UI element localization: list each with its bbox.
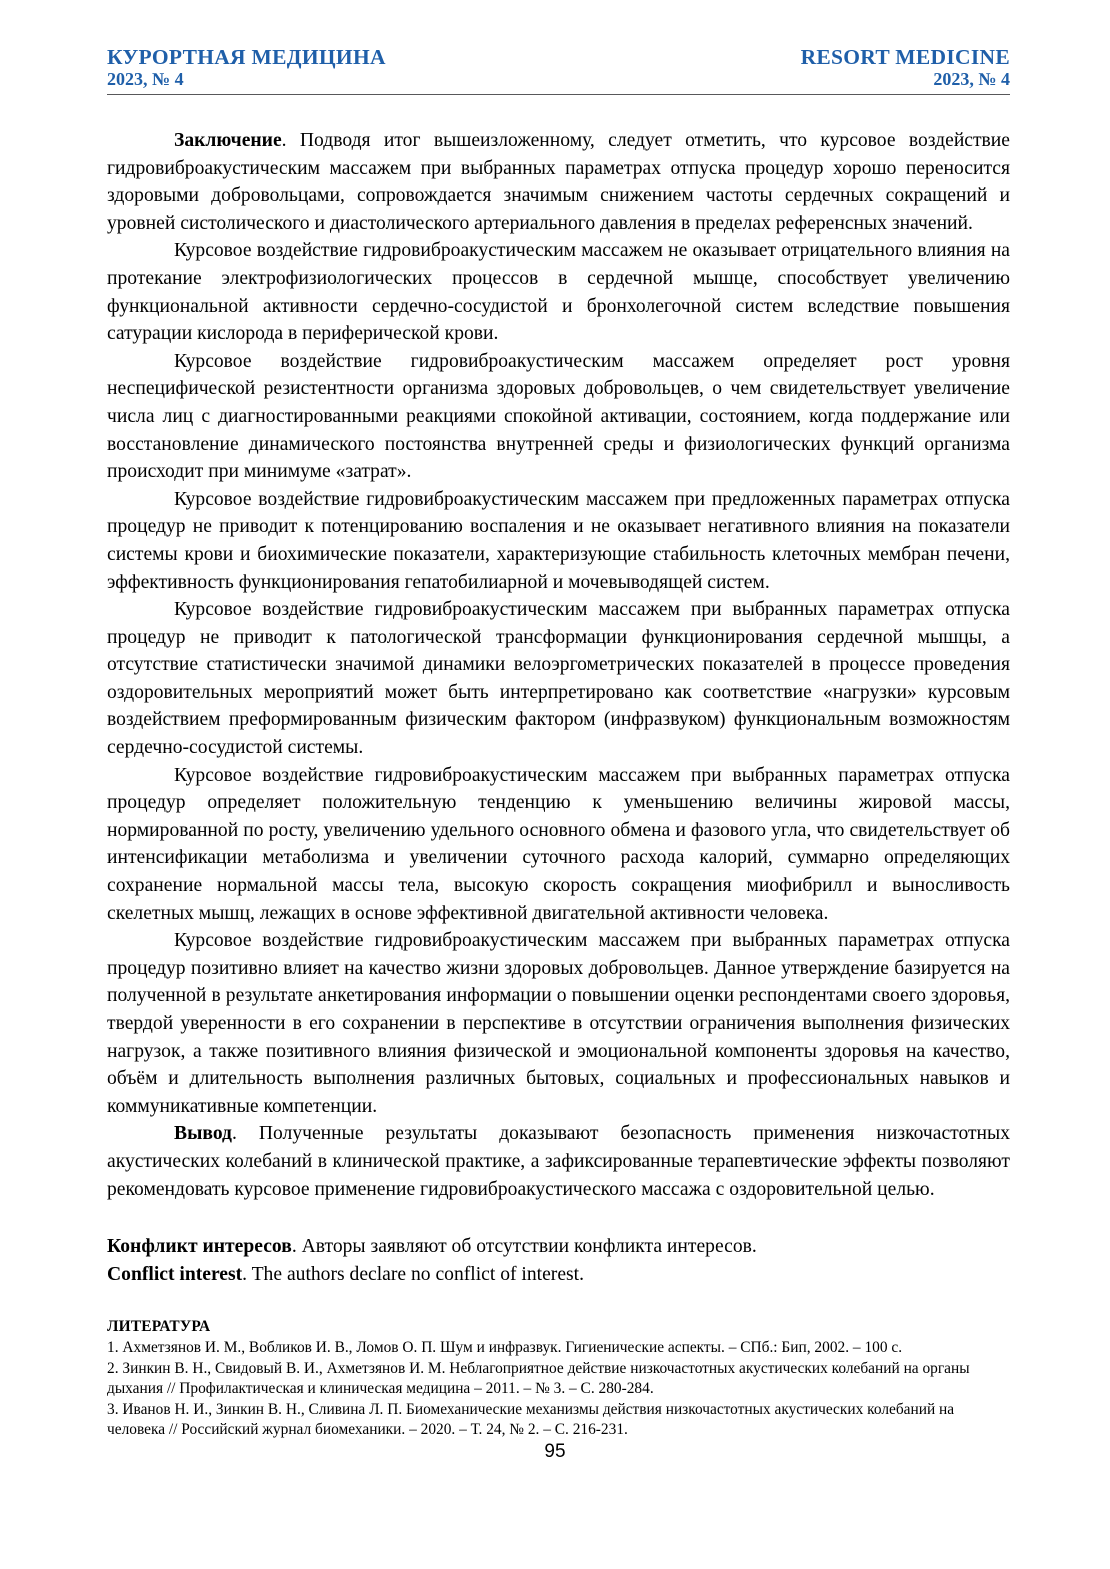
paragraph-electrophysiology [107,237,1010,347]
conflict-text-ru: . Авторы заявляют об отсутствии конфликта интересов. [291,1236,757,1258]
paragraph-final-conclusion [107,1120,1010,1203]
paragraph-text: . Подводя итог вышеизложенному, следует отметить, что курсовое воздействие гидровиброакустическим массажем при выбранных параметрах отпуска процедур хорошо переносится здоровыми добровольцами, сопровождается значимым снижением частоты сердечных сокращений и уровней систолического и диастолического артериального давления в пределах референсных значений. [107,130,1010,234]
paragraph-text: Курсовое воздействие гидровиброакустическим массажем при выбранных параметрах отпуска процедур определяет положительную тенденцию к уменьшению величины жировой массы, нормированной по росту, увеличению удельного основного обмена и фазового угла, что свидетельствует об интенсификации метаболизма и увеличении суточного расхода калорий, суммарно определяющих сохранение нормальной массы тела, высокую скорость сокращения миофибрилл и выносливость скелетных мышц, лежащих в основе эффективной двигательной активности человека. [107,764,1010,924]
conflict-label-en: Conflict interest [107,1264,243,1286]
reference-item: 2. Зинкин В. Н., Свидовый В. И., Ахметзянов И. М. Неблагоприятное действие низкочастотных акустических колебаний на органы дыхания // Профилактическая и клиническая медицина – 2011. – № 3. – С. 280-284. [107,1359,970,1398]
reference-item: 3. Иванов Н. И., Зинкин В. Н., Сливина Л. П. Биомеханические механизмы действия низкочастотных акустических колебаний на человека // Российский журнал биомеханики. – 2020. – Т. 24, № 2. – С. 216-231. [107,1400,955,1439]
paragraph-cardiac-function [107,596,1010,762]
paragraph-text: Курсовое воздействие гидровиброакустическим массажем при выбранных параметрах отпуска процедур позитивно влияет на качество жизни здоровых добровольцев. Данное утверждение базируется на полученной в результате анкетирования информации о повышении оценки респондентами своего здоровья, твердой уверенности в его сохранении в перспективе в отсутствии ограничения выполнения физических нагрузок, а также позитивного влияния физической и эмоциональной компоненты здоровья на качество, объём и длительность выполнения различных бытовых, социальных и профессиональных навыков и коммуникативные компетенции. [107,930,1010,1117]
conflict-statement-en [107,1261,1010,1289]
journal-title-en: RESORT MEDICINE [800,45,1010,69]
conflict-of-interest-block [107,1233,1010,1289]
running-head-titles [107,45,1010,69]
references-list [107,1338,1010,1441]
conflict-text-en: . The authors declare no conflict of interest. [242,1264,584,1286]
issue-label-right: 2023, № 4 [933,69,1010,90]
running-head [107,45,1010,95]
conflict-label-ru: Конфликт интересов [107,1236,292,1258]
conflict-statement-ru [107,1233,1010,1261]
header-divider [107,94,1010,95]
paragraph-resistance [107,348,1010,486]
paragraph-text: Курсовое воздействие гидровиброакустическим массажем не оказывает отрицательного влияния на протекание электрофизиологических процессов в сердечной мышце, способствует увеличению функциональной активности сердечно-сосудистой и бронхолегочной систем вследствие повышения сатурации кислорода в периферической крови. [107,240,1010,345]
paragraph-lead: Вывод [174,1123,232,1145]
paragraph-text: Курсовое воздействие гидровиброакустическим массажем при выбранных параметрах отпуска процедур не приводит к патологической трансформации функционирования сердечной мышцы, а отсутствие статистически значимой динамики велоэргометрических показателей в процессе проведения оздоровительных мероприятий может быть интерпретировано как соответствие «нагрузки» курсовым воздействием преформированным физическим фактором (инфразвуком) функциональным возможностям сердечно-сосудистой системы. [107,599,1010,759]
paragraph-text: Курсовое воздействие гидровиброакустическим массажем при предложенных параметрах отпуска процедур не приводит к потенцированию воспаления и не оказывает негативного влияния на показатели системы крови и биохимические показатели, характеризующие стабильность клеточных мембран печени, эффективность функционирования гепатобилиарной и мочевыводящей систем. [107,488,1010,593]
paragraph-conclusion-intro [107,127,1010,237]
paragraph-text: . Полученные результаты доказывают безопасность применения низкочастотных акустических колебаний в клинической практике, а зафиксированные терапевтические эффекты позволяют рекомендовать курсовое применение гидровиброакустического массажа с оздоровительной целью. [107,1123,1010,1200]
article-body [107,127,1010,1441]
paragraph-blood-biochemistry [107,486,1010,596]
reference-item: 1. Ахметзянов И. М., Вобликов И. В., Ломов О. П. Шум и инфразвук. Гигиенические аспекты. – СПб.: Бип, 2002. – 100 с. [107,1339,903,1357]
paragraph-lead: Заключение [174,130,282,151]
issue-label-left: 2023, № 4 [107,69,184,90]
references-heading: ЛИТЕРАТУРА [107,1318,211,1336]
references-block [107,1317,1010,1441]
running-head-issue [107,69,1010,91]
page-number: 95 [544,1441,566,1462]
journal-title-ru: КУРОРТНАЯ МЕДИЦИНА [107,45,386,69]
paragraph-metabolism [107,762,1010,928]
paragraph-text: Курсовое воздействие гидровиброакустическим массажем определяет рост уровня неспецифической резистентности организма здоровых добровольцев, о чем свидетельствует увеличение числа лиц с диагностированными реакциями спокойной активации, состоянием, когда поддержание или восстановление динамического постоянства внутренней среды и физиологических функций организма происходит при минимуме «затрат». [107,350,1010,483]
paragraph-quality-of-life [107,927,1010,1120]
